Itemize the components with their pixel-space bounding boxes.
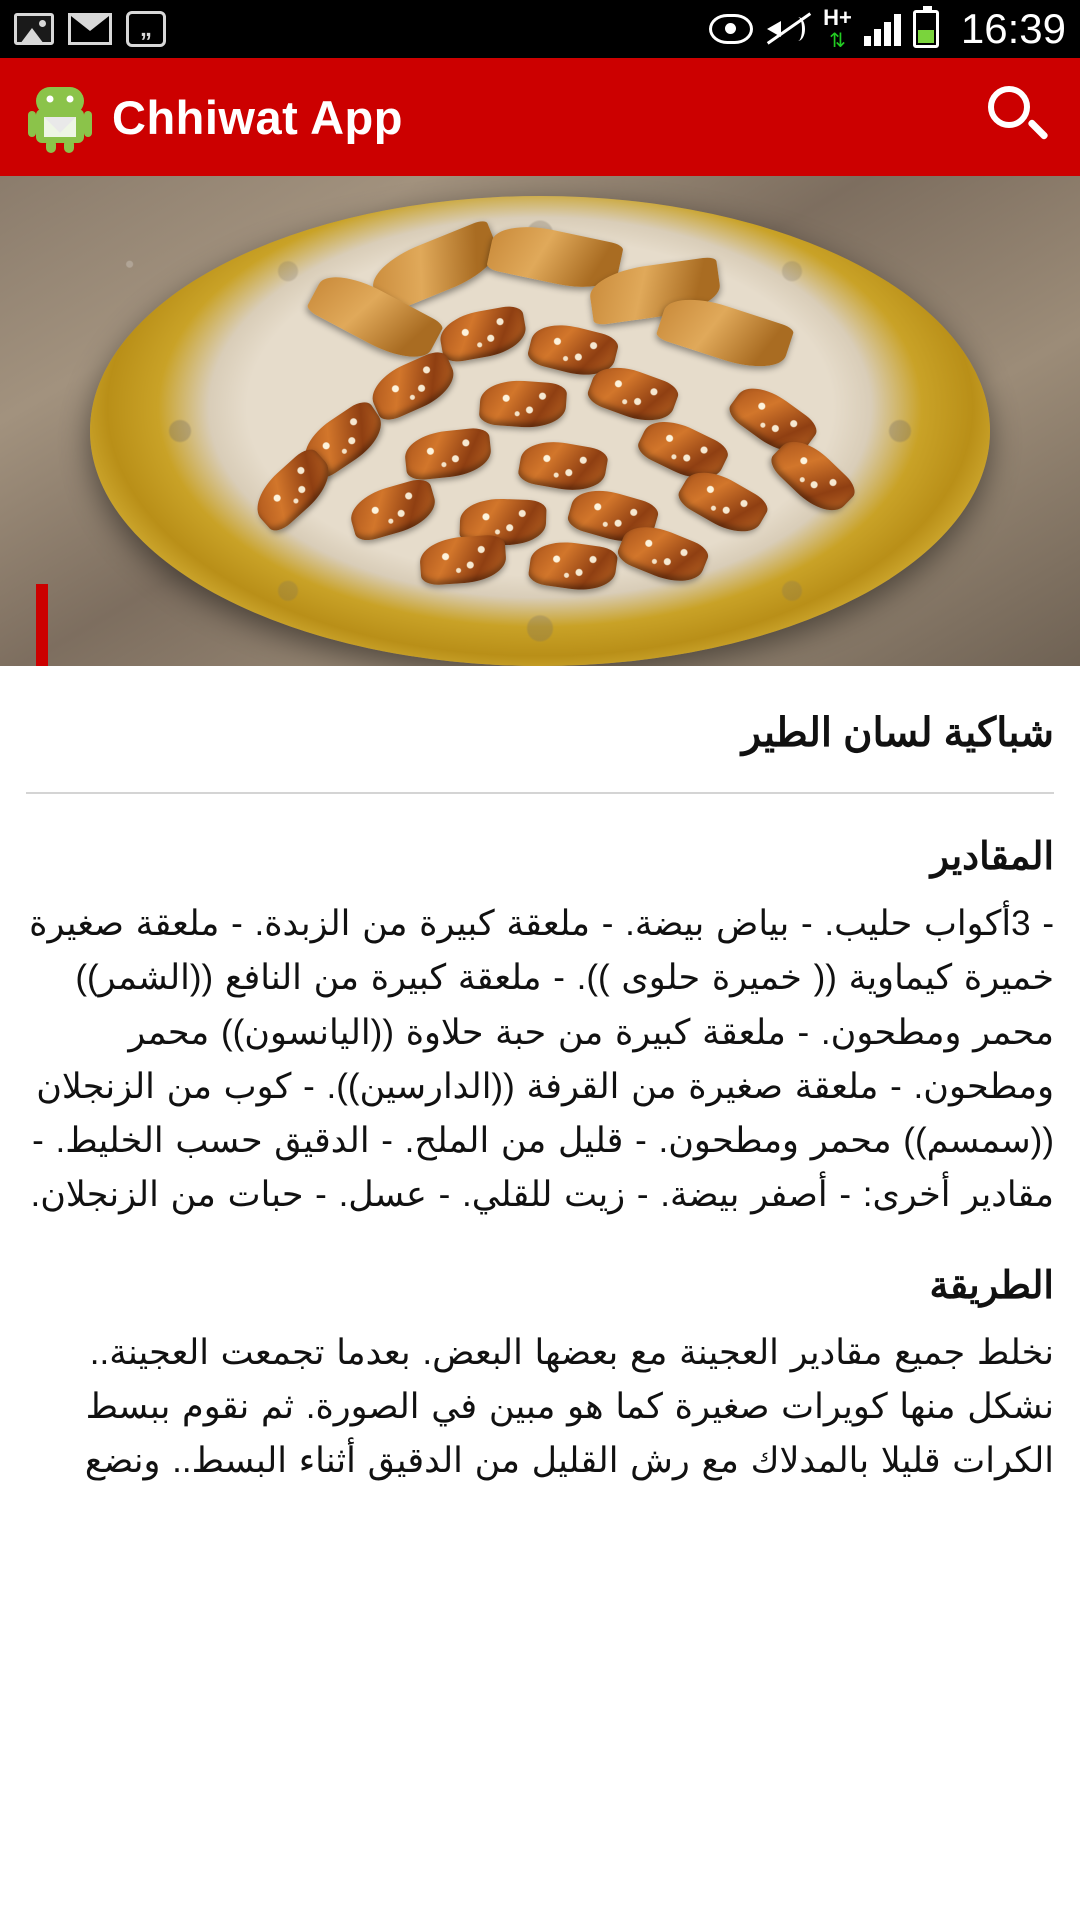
eye-icon	[709, 14, 753, 44]
recipe-hero-image	[0, 176, 1080, 666]
signal-icon	[864, 12, 901, 46]
page-title: شباكية لسان الطير	[741, 711, 1054, 755]
recipe-content	[0, 666, 1080, 1920]
hangouts-icon: „	[126, 11, 166, 47]
mute-icon	[765, 11, 811, 47]
hplus-icon	[823, 7, 852, 51]
pastry-pile	[190, 231, 890, 631]
status-bar	[0, 0, 1080, 58]
status-bar-right-icons	[709, 5, 1066, 53]
status-bar-clock: 16:39	[960, 5, 1066, 52]
search-icon[interactable]	[982, 82, 1052, 152]
ingredients-body: - 3أكواب حليب. - بياض بيضة. - ملعقة كبيرة من الزبدة. - ملعقة صغيرة خميرة كيماوية (( خميرة حلوى )). - ملعقة كبيرة من النافع ((الشمر)) محمر ومطحون. - ملعقة كبيرة من حبة حلاوة ((اليانسون)) محمر ومطحون. - ملعقة صغيرة من القرفة ((الدارسين)). - كوب من الزنجلان ((سمسم)) محمر ومطحون. - قليل من الملح. - الدقيق حسب الخليط. - مقادير أخرى: - أصفر بيضة. - زيت للقلي. - عسل. - حبات من الزنجلان.	[29, 904, 1054, 1215]
app-title: Chhiwat App	[112, 90, 403, 144]
vertical-scrollbar[interactable]	[36, 584, 48, 666]
battery-icon	[913, 10, 939, 48]
status-bar-left-icons	[14, 11, 166, 47]
ingredients-heading: المقادير	[930, 836, 1054, 878]
method-body: نخلط جميع مقادير العجينة مع بعضها البعض. بعدما تجمعت العجينة.. نشكل منها كويرات صغيرة كما هو مبين في الصورة. ثم نقوم ببسط الكرات قليلا بالمدلاك مع رش القليل من الدقيق أثناء البسط.. ونضع	[84, 1332, 1054, 1480]
network-label: H+	[823, 5, 852, 30]
android-robot-icon	[28, 81, 92, 153]
data-arrows-icon: ⇅	[829, 30, 846, 52]
method-heading: الطريقة	[929, 1264, 1054, 1307]
mail-icon	[68, 13, 112, 45]
app-bar	[0, 58, 1080, 176]
serving-plate	[90, 196, 990, 666]
gallery-icon	[14, 13, 54, 45]
